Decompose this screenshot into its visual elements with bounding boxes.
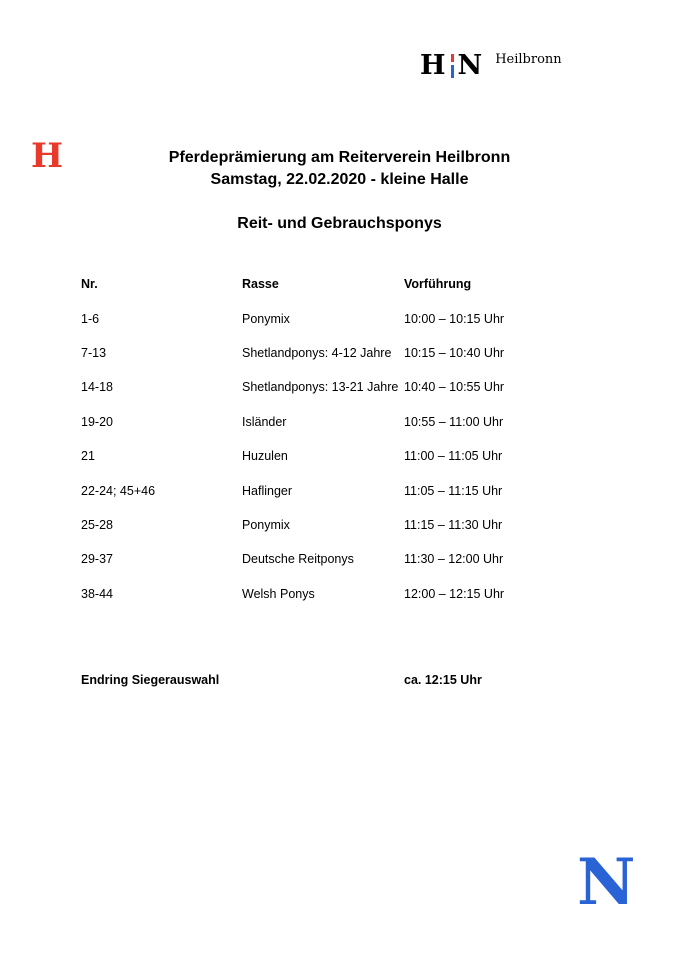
header-vorfuehrung: Vorführung xyxy=(404,277,472,291)
cell-nr: 7-13 xyxy=(81,346,107,360)
logo-letter-h: H xyxy=(420,50,447,81)
table-row xyxy=(0,552,679,572)
logo-separator xyxy=(451,54,454,78)
logo-letter-n: N xyxy=(457,50,484,81)
cell-time: 11:05 – 11:15 Uhr xyxy=(404,484,503,498)
cell-rasse: Ponymix xyxy=(242,312,290,326)
logo-mark xyxy=(420,50,483,81)
cell-time: 11:30 – 12:00 Uhr xyxy=(404,552,504,566)
cell-rasse: Welsh Ponys xyxy=(242,587,315,601)
cell-nr: 19-20 xyxy=(81,415,113,429)
title-line-2: Samstag, 22.02.2020 - kleine Halle xyxy=(210,171,469,188)
cell-rasse: Isländer xyxy=(242,415,287,429)
table-row xyxy=(0,484,679,504)
table-row xyxy=(0,312,679,332)
logo-city: Heilbronn xyxy=(495,52,562,67)
cell-rasse: Huzulen xyxy=(242,449,288,463)
cell-nr: 29-37 xyxy=(81,552,113,566)
cell-nr: 38-44 xyxy=(81,587,113,601)
table-row xyxy=(0,449,679,469)
cell-time: 10:00 – 10:15 Uhr xyxy=(404,312,505,326)
cell-time: 11:15 – 11:30 Uhr xyxy=(404,518,503,532)
cell-rasse: Ponymix xyxy=(242,518,290,532)
cell-time: 10:40 – 10:55 Uhr xyxy=(404,380,505,394)
table-row xyxy=(0,587,679,607)
cell-nr: 21 xyxy=(81,449,95,463)
cell-nr: 22-24; 45+46 xyxy=(81,484,156,498)
cell-time: 10:55 – 11:00 Uhr xyxy=(404,415,504,429)
decorative-n-mark: N xyxy=(577,845,636,920)
table-row xyxy=(0,518,679,538)
cell-rasse: Shetlandponys: 4-12 Jahre xyxy=(242,346,392,360)
cell-nr: 25-28 xyxy=(81,518,113,532)
table-row xyxy=(0,346,679,366)
cell-nr: 1-6 xyxy=(81,312,100,326)
document-title xyxy=(0,147,679,191)
header-nr: Nr. xyxy=(81,277,98,291)
cell-nr: 14-18 xyxy=(81,380,113,394)
final-ring-label: Endring Siegerauswahl xyxy=(81,673,220,687)
hn-logo xyxy=(420,50,562,81)
cell-rasse: Haflinger xyxy=(242,484,293,498)
cell-time: 12:00 – 12:15 Uhr xyxy=(404,587,505,601)
header-rasse: Rasse xyxy=(242,277,279,291)
cell-rasse: Shetlandponys: 13-21 Jahre xyxy=(242,380,399,394)
cell-time: 11:00 – 11:05 Uhr xyxy=(404,449,503,463)
decorative-h-mark: H xyxy=(31,136,64,176)
final-ring-time: ca. 12:15 Uhr xyxy=(404,673,482,687)
table-row xyxy=(0,380,679,400)
cell-rasse: Deutsche Reitponys xyxy=(242,552,354,566)
table-header xyxy=(0,277,679,297)
cell-time: 10:15 – 10:40 Uhr xyxy=(404,346,505,360)
title-line-1: Pferdeprämierung am Reiterverein Heilbronn xyxy=(168,149,511,166)
table-row xyxy=(0,415,679,435)
section-subtitle: Reit- und Gebrauchsponys xyxy=(237,215,442,232)
